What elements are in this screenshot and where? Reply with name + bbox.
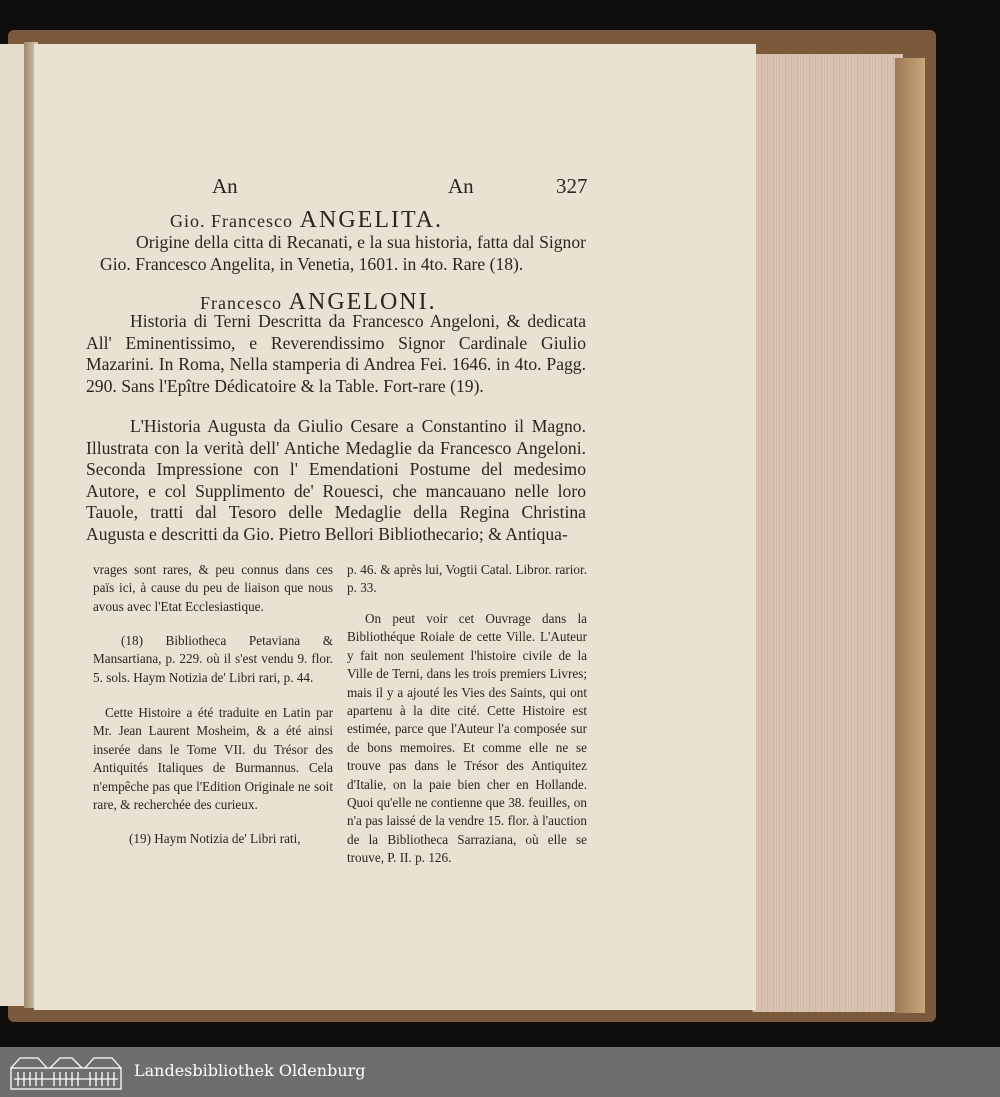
entry-text-angelita: Origine della citta di Recanati, e la sua historia, fatta dal Signor Gio. Francesco Angelita, in Venetia, 1601. in 4to. Rare (18).: [100, 232, 586, 274]
page: [34, 44, 756, 1010]
library-banner: [0, 1047, 1000, 1097]
page-block-edges: [752, 54, 903, 1012]
entry-heading-name: ANGELITA.: [299, 207, 444, 233]
cover-edge: [895, 58, 925, 1013]
entry-heading-prefix: Francesco: [200, 293, 282, 313]
library-building-icon: [10, 1054, 122, 1090]
footnote-18: (18) Bibliotheca Petaviana & Mansartiana, p. 229. où il s'est vendu 9. flor. 5. sols. Haym Notizia de' Libri rari, p. 44.: [93, 633, 333, 685]
entry-text-angeloni-1: Historia di Terni Descritta da Francesco Angeloni, & dedicata All' Eminentissimo, e Reverendissimo Signor Cardinale Giulio Mazarini. In Roma, Nella stamperia di Andrea Fei. 1646. in 4to. Pagg. 290. Sans l'Epître Dédicatoire & la Table. Fort-rare (19).: [86, 311, 586, 396]
entry-text-angeloni-2: L'Historia Augusta da Giulio Cesare a Constantino il Magno. Illustrata con la verità dell' Antiche Medaglie da Francesco Angeloni. Seconda Impressione con l' Emendationi Postume del medesimo Autore, e col Supplimento de' Rouesci, che mancauano nelle loro Tauole, tratti dal Tesoro delle Medaglie della Regina Christina Augusta e descritti da Gio. Pietro Bellori Bibliothecario; & Antiqua-: [86, 416, 586, 544]
library-name: Landesbibliothek Oldenburg: [134, 1061, 366, 1080]
entry-heading-prefix: Gio. Francesco: [170, 211, 293, 231]
running-head-center: An: [448, 174, 474, 198]
footnote-19-continued: p. 46. & après lui, Vogtii Catal. Libror. rarior. p. 33.: [347, 562, 587, 596]
page-number: 327: [556, 174, 588, 198]
entry-heading-name: ANGELONI.: [288, 289, 437, 315]
footnote-19-note: On peut voir cet Ouvrage dans la Bibliothéque Roiale de cette Ville. L'Auteur y fait non seulement l'histoire civile de la Ville de Terni, dans les trois premiers Livres; mais il y a ajouté les Vies des Saints, qui ont apartenu à la dite cité. Cette Histoire est estimée, parce que l'Auteur l'a composée sur de bons memoires. Et comme elle ne se trouve pas dans le Trésor des Antiquitez d'Italie, on la paie bien cher en Hollande. Quoi qu'elle ne contienne que 38. feuilles, on n'a pas laissé de la vendre 15. flor. à l'auction de la Bibliotheca Sarraziana, où elle se trouve, P. II. p. 126.: [347, 611, 587, 866]
footnote-18-note: Cette Histoire a été traduite en Latin par Mr. Jean Laurent Mosheim, & a été ainsi inserée dans le Tome VII. du Trésor des Antiquités Italiques de Burmannus. Cela n'empêche pas que l'Edition Originale ne soit rare, & recherchée des curieux.: [93, 705, 333, 813]
running-head-left: An: [212, 174, 238, 198]
footnote-continued: vrages sont rares, & peu connus dans ces païs ici, à cause du peu de liaison que nous avous avec l'Etat Ecclesiastique.: [93, 562, 333, 614]
entry-heading-angelita: [170, 207, 600, 234]
footnote-19: (19) Haym Notizia de' Libri rati,: [129, 831, 301, 846]
